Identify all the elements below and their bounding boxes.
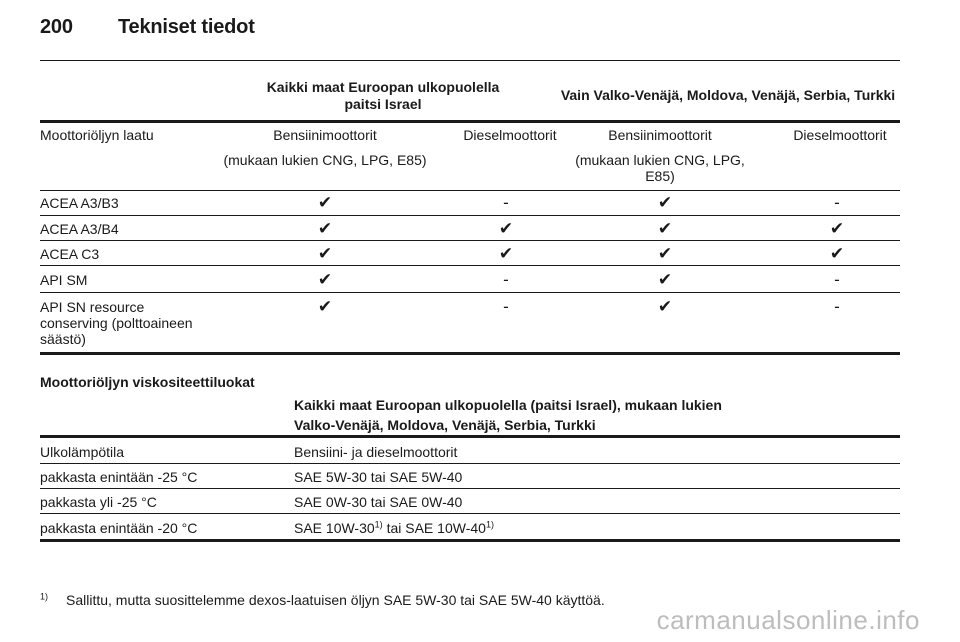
row-divider (40, 240, 900, 241)
row-divider (40, 292, 900, 293)
page-header (40, 16, 255, 39)
table-row-grade: SAE 0W-30 tai SAE 0W-40 (294, 494, 463, 510)
footnote-text: Sallittu, mutta suosittelemme dexos-laatuisen öljyn SAE 5W-30 tai SAE 5W-40 käyttöä. (66, 592, 605, 608)
check-icon: ✔ (317, 193, 333, 212)
check-icon: ✔ (657, 297, 673, 316)
table-row-label: API SN resource conserving (polttoaineen säästö) (40, 299, 193, 347)
col-header-temperature: Ulkolämpötila (40, 444, 125, 460)
dash-mark: - (503, 270, 509, 289)
table-row-label: ACEA A3/B4 (40, 221, 119, 237)
check-icon: ✔ (829, 244, 845, 263)
check-icon: ✔ (657, 270, 673, 289)
col-header-diesel-2: Dieselmoottorit (793, 127, 887, 143)
grade-10w30: SAE 10W-30 (294, 520, 375, 536)
row-divider (40, 190, 900, 191)
table-row-temp: pakkasta enintään -20 °C (40, 520, 198, 536)
section-title: Moottoriöljyn viskositeettiluokat (40, 374, 255, 390)
col-note-petrol-2: (mukaan lukien CNG, LPG, E85) (575, 152, 745, 184)
viscosity-table-bottom-rule (40, 539, 900, 542)
page-title: Tekniset tiedot (118, 16, 255, 38)
table-row-grade: SAE 5W-30 tai SAE 5W-40 (294, 469, 463, 485)
col-note-petrol-1: (mukaan lukien CNG, LPG, E85) (223, 152, 427, 168)
check-icon: ✔ (317, 297, 333, 316)
footnote-marker: 1) (40, 591, 49, 602)
row-divider (40, 215, 900, 216)
table-row-label: API SM (40, 272, 88, 288)
group-header-selected-countries: Vain Valko-Venäjä, Moldova, Venäjä, Serbia, Turkki (560, 87, 896, 103)
group-header-outside-europe: Kaikki maat Euroopan ulkopuolella paitsi Israel (266, 79, 500, 112)
footnote-ref: 1) (374, 519, 383, 530)
check-icon: ✔ (657, 193, 673, 212)
table-top-rule (40, 120, 900, 123)
check-icon: ✔ (829, 219, 845, 238)
dash-mark: - (503, 297, 509, 316)
row-label-header: Moottoriöljyn laatu (40, 127, 154, 143)
row-divider (40, 488, 900, 489)
footnote (40, 592, 605, 608)
check-icon: ✔ (317, 244, 333, 263)
check-icon: ✔ (317, 270, 333, 289)
check-icon: ✔ (657, 219, 673, 238)
col-header-engines: Bensiini- ja dieselmoottorit (294, 444, 458, 460)
page-number: 200 (40, 16, 73, 38)
col-header-petrol-1: Bensiinimoottorit (273, 127, 377, 143)
dash-mark: - (503, 193, 509, 212)
col-header-petrol-2: Bensiinimoottorit (608, 127, 712, 143)
viscosity-group-header: Kaikki maat Euroopan ulkopuolella (paitsi Israel), mukaan lukien Valko-Venäjä, Moldova, Venäjä, Serbia, Turkki (294, 397, 722, 433)
row-divider (40, 265, 900, 266)
dash-mark: - (834, 193, 840, 212)
header-divider (40, 60, 900, 61)
col-header-diesel-1: Dieselmoottorit (463, 127, 557, 143)
grade-10w40: tai SAE 10W-40 (382, 520, 486, 536)
table-row-label: ACEA A3/B3 (40, 195, 119, 211)
table-row-temp: pakkasta yli -25 °C (40, 494, 157, 510)
check-icon: ✔ (498, 244, 514, 263)
table-bottom-rule (40, 352, 900, 355)
row-divider (40, 463, 900, 464)
row-divider (40, 513, 900, 514)
table-row-grade (294, 520, 494, 536)
table-row-label: ACEA C3 (40, 246, 100, 262)
footnote-ref: 1) (485, 519, 494, 530)
check-icon: ✔ (317, 219, 333, 238)
dash-mark: - (834, 297, 840, 316)
viscosity-table-top-rule (40, 435, 900, 438)
check-icon: ✔ (498, 219, 514, 238)
watermark: carmanualsonline.info (656, 605, 920, 635)
table-row-temp: pakkasta enintään -25 °C (40, 469, 198, 485)
check-icon: ✔ (657, 244, 673, 263)
dash-mark: - (834, 270, 840, 289)
